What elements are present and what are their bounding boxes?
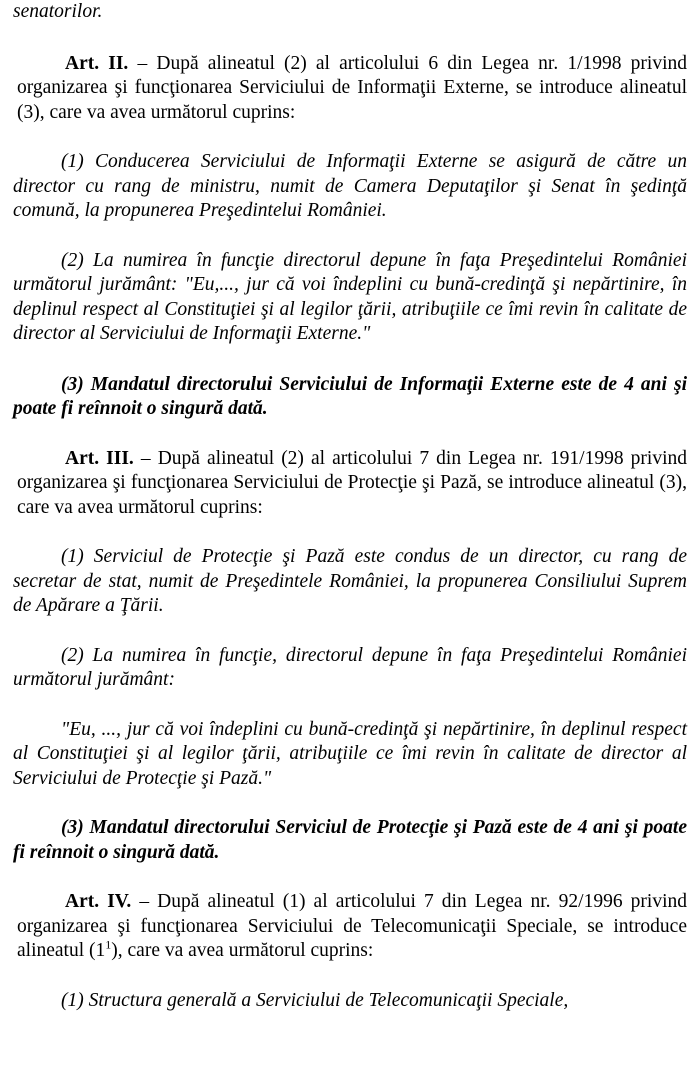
article-2-paragraph-2: (2) La numirea în funcţie directorul depune în faţa Preşedintelui României următorul jurământ: "Eu,..., jur că voi îndeplini cu bună-credinţă şi nepărtinire, în deplinul respect al Constituţiei şi al legilor ţării, atribuţiile ce îmi revin în calitate de director al Serviciului de Informaţii Externe." — [13, 249, 687, 344]
article-3-intro-text: – După alineatul (2) al articolului 7 din Legea nr. 191/1998 privind organizarea şi funcţionarea Serviciului de Protecţie şi Pază, se introduce alineatul (3), care va avea următorul cuprins: — [17, 447, 687, 518]
article-2-paragraph-3: (3) Mandatul directorului Serviciului de Informaţii Externe este de 4 ani şi poate fi reînnoit o singură dată. — [13, 373, 687, 419]
article-3-oath: "Eu, ..., jur că voi îndeplini cu bună-credinţă şi nepărtinire, în deplinul respect al Constituţiei şi al legilor ţării, atribuţiile ce îmi revin în calitate de director al Serviciului de Protecţie şi Pază." — [13, 718, 687, 789]
article-2-intro — [13, 52, 687, 126]
article-3-paragraph-2: (2) La numirea în funcţie, directorul depune în faţa Preşedintelui României următorul jurământ: — [13, 644, 687, 690]
article-4-intro-superscript: 1 — [105, 937, 112, 952]
article-4-paragraph-1: (1) Structura generală a Serviciului de Telecomunicaţii Speciale, — [61, 989, 569, 1011]
article-2-paragraph-1: (1) Conducerea Serviciului de Informaţii Externe se asigură de către un director cu rang de ministru, numit de Camera Deputaţilor şi Senat în şedinţă comună, la propunerea Preşedintelui României. — [13, 151, 687, 221]
continuation-text: senatorilor. — [13, 1, 103, 22]
article-4-intro-text-b: ), care va avea următorul cuprins: — [111, 940, 374, 961]
article-4-label: Art. IV. — [65, 891, 132, 912]
article-4-intro-text-a: – După alineatul (1) al articolului 7 din Legea nr. 92/1996 privind organizarea şi funcţionarea Serviciului de Telecomunicaţii Speciale, se introduce alineatul (1 — [17, 891, 687, 961]
article-3-paragraph-3: (3) Mandatul directorului Serviciul de Protecţie şi Pază este de 4 ani şi poate fi reînnoit o singură dată. — [13, 817, 687, 863]
article-3-label: Art. III. — [65, 447, 134, 469]
article-4-intro — [13, 890, 687, 964]
article-3-intro — [13, 447, 687, 521]
article-2-intro-text: – După alineatul (2) al articolului 6 din Legea nr. 1/1998 privind organizarea şi funcţionarea Serviciului de Informaţii Externe, se introduce alineatul (3), care va avea următorul cuprins: — [17, 52, 687, 123]
article-3-paragraph-1: (1) Serviciul de Protecţie şi Pază este condus de un director, cu rang de secretar de stat, numit de Preşedintele României, la propunerea Consiliului Suprem de Apărare a Ţării. — [13, 546, 687, 616]
article-2-label: Art. II. — [65, 52, 129, 74]
